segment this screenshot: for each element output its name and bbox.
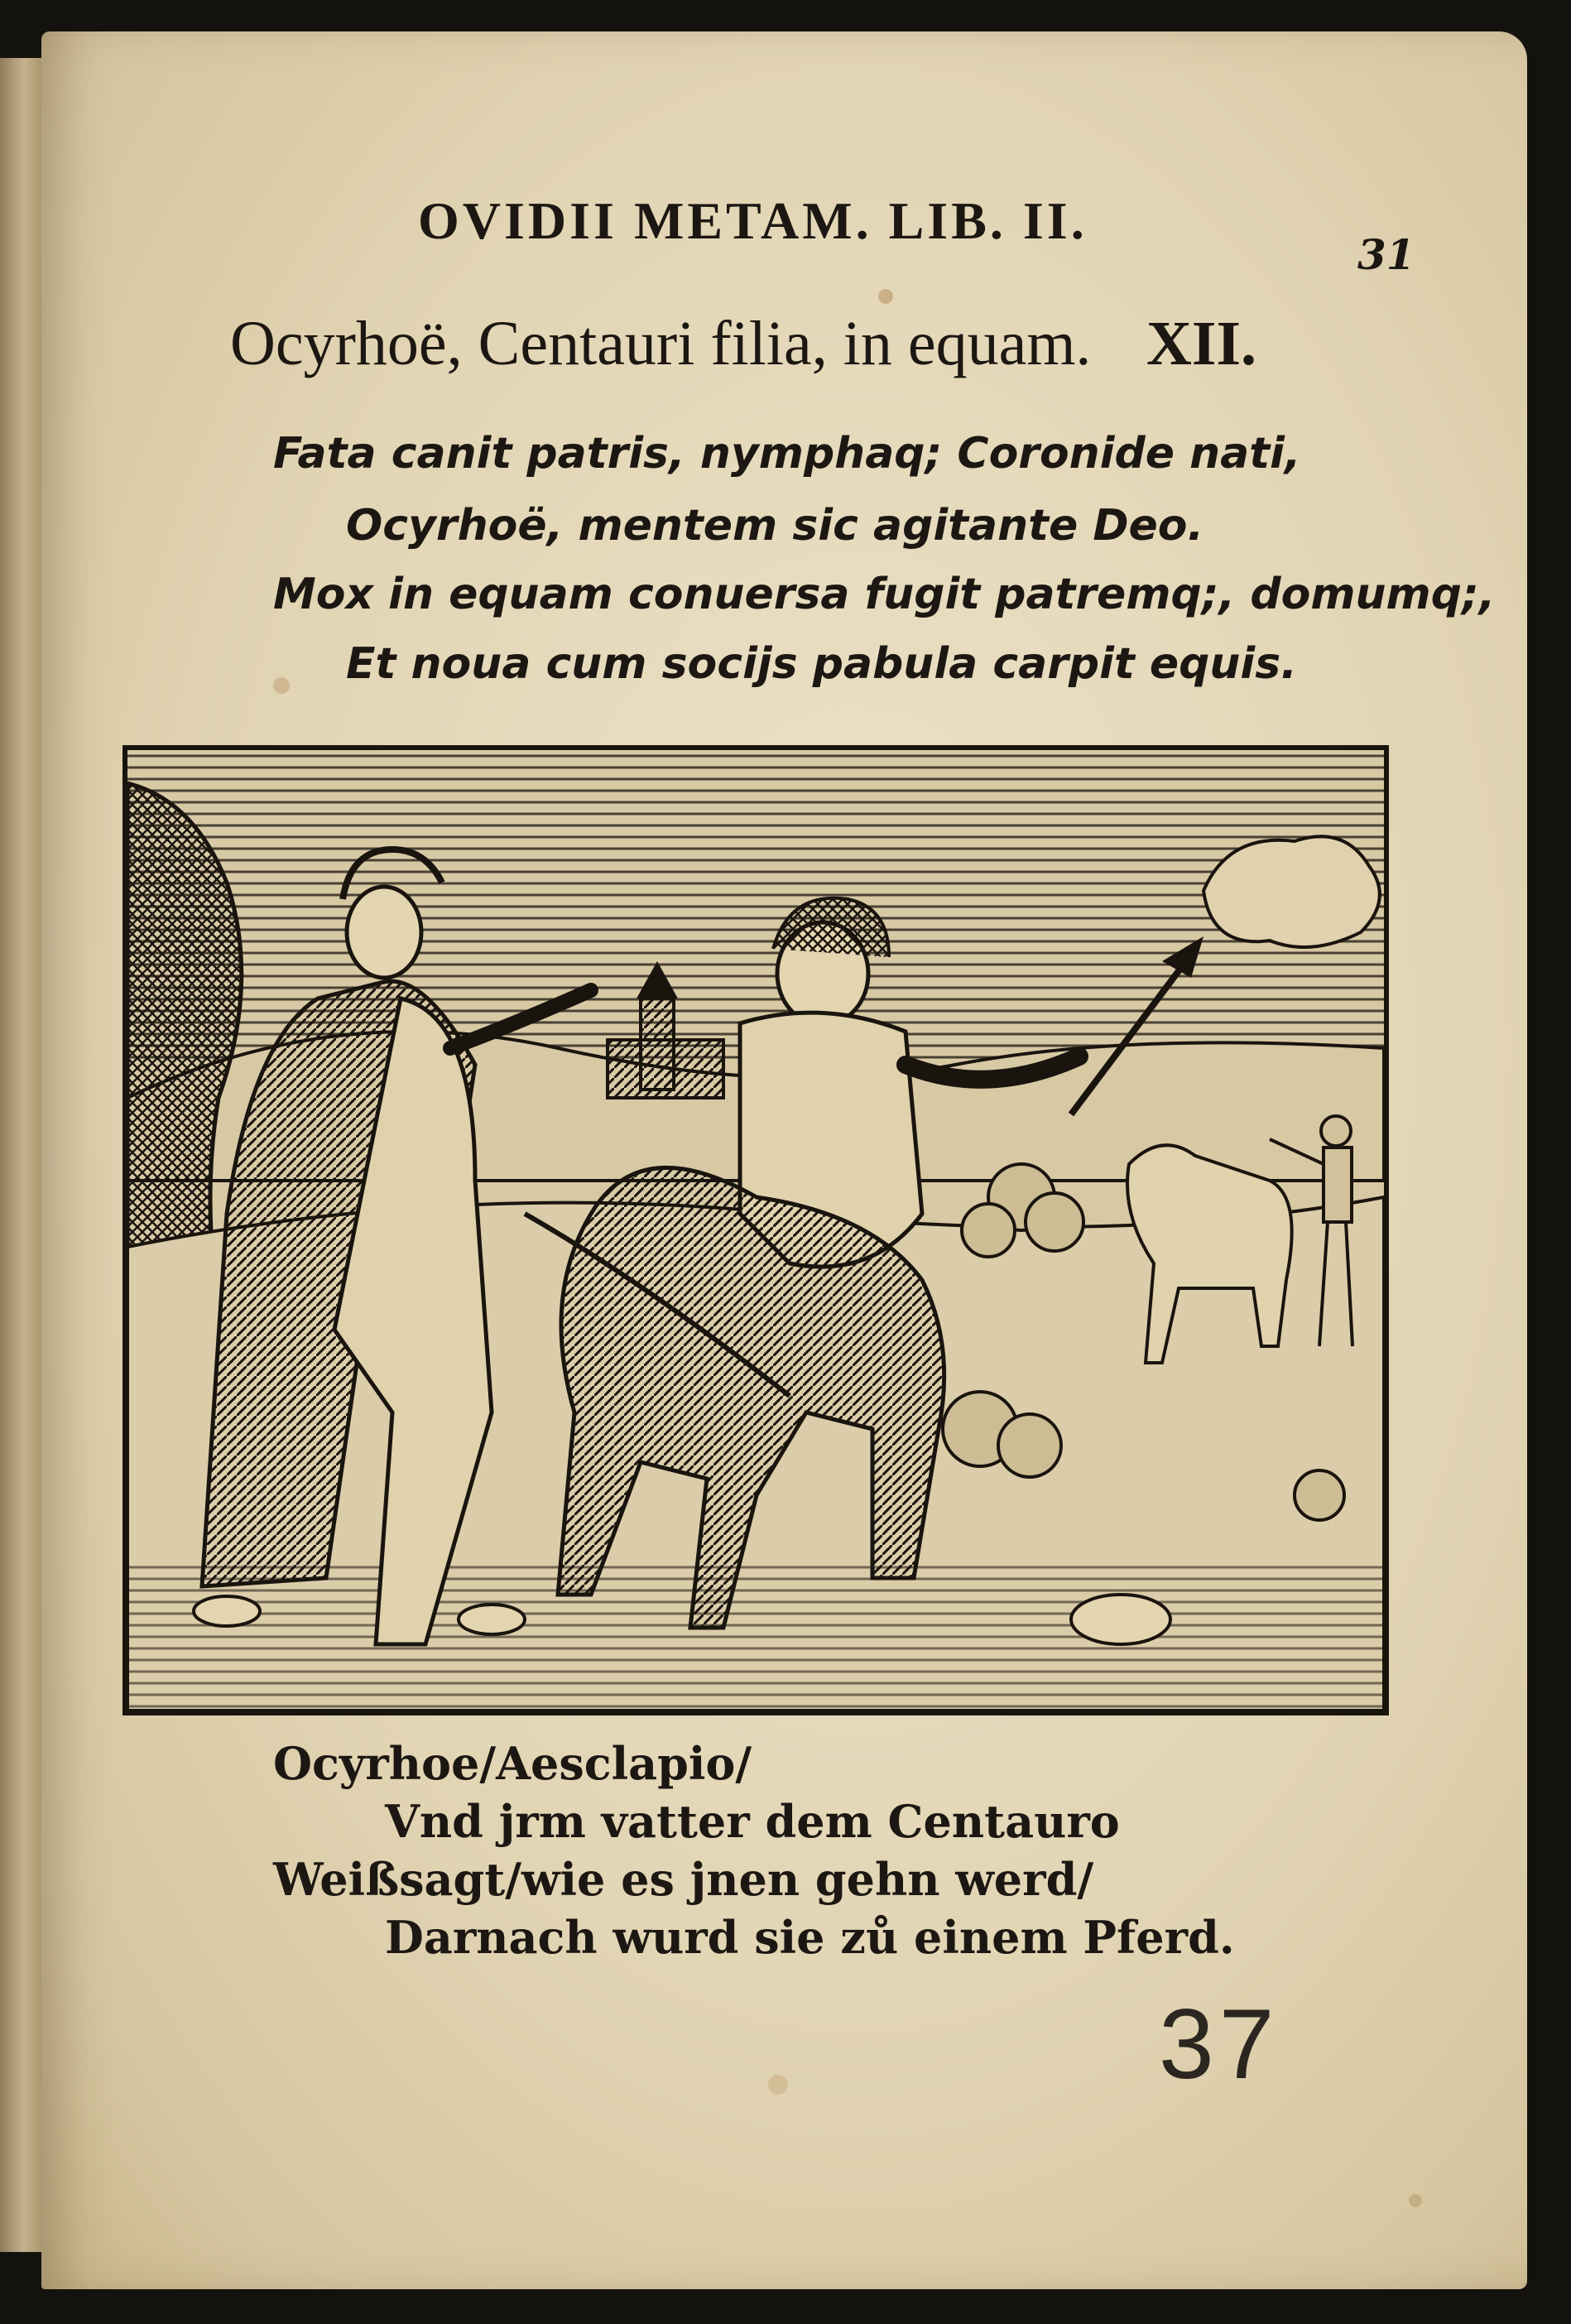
cloud	[1203, 836, 1380, 947]
woodcut-scene	[127, 750, 1384, 1711]
shelf-mark: 37	[1159, 1989, 1280, 2100]
german-verse-line: Ocyrhoe/Aesclapio/	[273, 1737, 752, 1790]
page-number: 31	[1357, 230, 1415, 279]
german-verse-line: Vnd jrm vatter dem Centauro	[385, 1795, 1120, 1848]
ground-shading	[127, 1561, 1384, 1711]
latin-verse-line: Et noua cum socijs pabula carpit equis.	[346, 639, 1297, 689]
latin-verse-line: Fata canit patris, nymphaq; Coronide nati,	[273, 429, 1301, 479]
running-head: OVIDII METAM. LIB. II.	[418, 191, 1088, 250]
latin-verse-line: Mox in equam conuersa fugit patremq;, domumq;,	[273, 570, 1496, 619]
section-number: XII.	[1146, 309, 1257, 378]
woodcut-illustration	[123, 745, 1389, 1715]
facing-page-edge	[0, 58, 45, 2252]
german-verse-line: Darnach wurd sie zů einem Pferd.	[385, 1911, 1235, 1964]
latin-verse-line: Ocyrhoë, mentem sic agitante Deo.	[346, 501, 1204, 551]
german-verse-line: Weißsagt/wie es jnen gehn werd/	[273, 1853, 1094, 1906]
section-title: Ocyrhoë, Centauri filia, in equam.	[230, 309, 1092, 378]
